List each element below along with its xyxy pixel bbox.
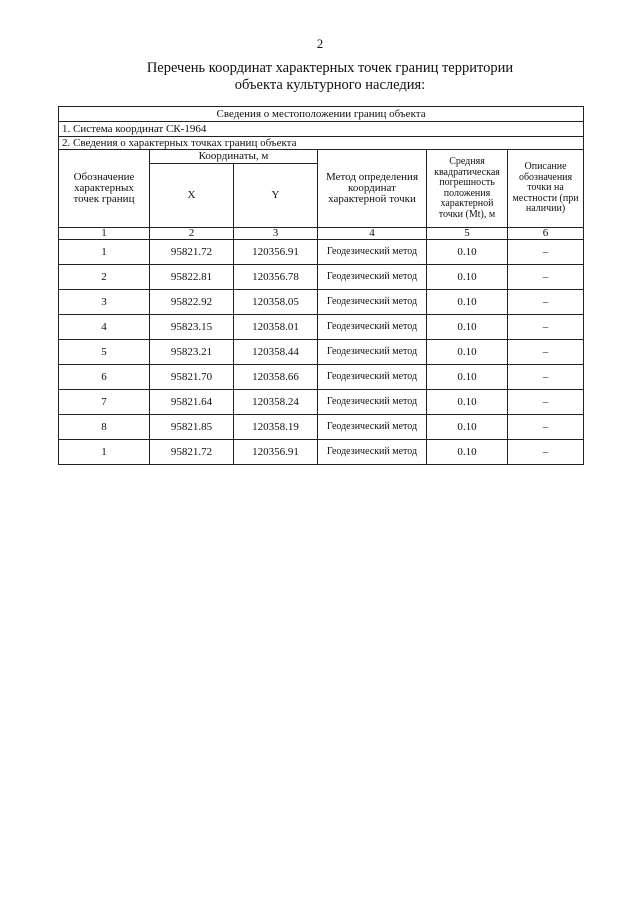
cell-y: 120358.44 [234, 340, 318, 365]
cell-accuracy: 0.10 [427, 365, 508, 390]
cell-x: 95821.72 [150, 440, 234, 465]
cell-method: Геодезический метод [318, 240, 427, 265]
column-number: 3 [234, 228, 318, 240]
cell-method: Геодезический метод [318, 265, 427, 290]
cell-y: 120358.66 [234, 365, 318, 390]
cell-accuracy: 0.10 [427, 340, 508, 365]
table-row [59, 440, 584, 465]
cell-method: Геодезический метод [318, 315, 427, 340]
cell-y: 120356.91 [234, 240, 318, 265]
cell-description: – [508, 265, 584, 290]
cell-method: Геодезический метод [318, 340, 427, 365]
cell-x: 95822.81 [150, 265, 234, 290]
title-line-1: Перечень координат характерных точек границ территории [146, 60, 514, 76]
cell-y: 120358.19 [234, 415, 318, 440]
coordinate-system-row: 1. Система координат СК-1964 [59, 122, 584, 137]
points-info-row: 2. Сведения о характерных точках границ объекта [59, 137, 584, 150]
cell-accuracy: 0.10 [427, 240, 508, 265]
cell-y: 120358.24 [234, 390, 318, 415]
cell-y: 120358.01 [234, 315, 318, 340]
cell-accuracy: 0.10 [427, 390, 508, 415]
header-coordinates: Координаты, м [150, 150, 318, 164]
column-number: 4 [318, 228, 427, 240]
column-number: 2 [150, 228, 234, 240]
cell-description: – [508, 240, 584, 265]
cell-accuracy: 0.10 [427, 315, 508, 340]
cell-method: Геодезический метод [318, 415, 427, 440]
cell-x: 95821.72 [150, 240, 234, 265]
cell-method: Геодезический метод [318, 390, 427, 415]
table-row [59, 290, 584, 315]
cell-x: 95821.85 [150, 415, 234, 440]
cell-y: 120356.78 [234, 265, 318, 290]
cell-y: 120356.91 [234, 440, 318, 465]
cell-point: 6 [59, 365, 150, 390]
table-row [59, 240, 584, 265]
cell-accuracy: 0.10 [427, 440, 508, 465]
page-number: 2 [316, 36, 324, 51]
cell-point: 5 [59, 340, 150, 365]
header-description: Описание обозначения точки на местности (при наличии) [508, 150, 584, 228]
cell-description: – [508, 290, 584, 315]
table-row [59, 265, 584, 290]
cell-accuracy: 0.10 [427, 290, 508, 315]
cell-accuracy: 0.10 [427, 265, 508, 290]
title-line-2: объекта культурного наследия: [234, 77, 426, 93]
coordinates-table [58, 106, 584, 465]
column-number: 5 [427, 228, 508, 240]
cell-x: 95821.70 [150, 365, 234, 390]
cell-point: 3 [59, 290, 150, 315]
cell-description: – [508, 390, 584, 415]
header-accuracy: Средняя квадратическая погрешность положения характерной точки (Mt), м [427, 150, 508, 228]
table-row [59, 390, 584, 415]
cell-description: – [508, 415, 584, 440]
column-number: 6 [508, 228, 584, 240]
cell-x: 95823.21 [150, 340, 234, 365]
cell-y: 120358.05 [234, 290, 318, 315]
cell-accuracy: 0.10 [427, 415, 508, 440]
header-x: X [150, 164, 234, 228]
cell-point: 1 [59, 240, 150, 265]
cell-description: – [508, 440, 584, 465]
cell-point: 4 [59, 315, 150, 340]
table-row [59, 415, 584, 440]
header-method: Метод определения координат характерной точки [318, 150, 427, 228]
cell-x: 95821.64 [150, 390, 234, 415]
table-row [59, 315, 584, 340]
cell-point: 7 [59, 390, 150, 415]
cell-method: Геодезический метод [318, 365, 427, 390]
cell-point: 2 [59, 265, 150, 290]
column-number: 1 [59, 228, 150, 240]
header-y: Y [234, 164, 318, 228]
cell-x: 95822.92 [150, 290, 234, 315]
table-row [59, 365, 584, 390]
cell-description: – [508, 315, 584, 340]
section-header: Сведения о местоположении границ объекта [59, 107, 584, 122]
cell-point: 8 [59, 415, 150, 440]
cell-x: 95823.15 [150, 315, 234, 340]
cell-method: Геодезический метод [318, 440, 427, 465]
cell-description: – [508, 340, 584, 365]
table-row [59, 340, 584, 365]
header-point-designation: Обозначение характерных точек границ [59, 150, 150, 228]
cell-point: 1 [59, 440, 150, 465]
cell-description: – [508, 365, 584, 390]
document-title [120, 60, 540, 94]
cell-method: Геодезический метод [318, 290, 427, 315]
